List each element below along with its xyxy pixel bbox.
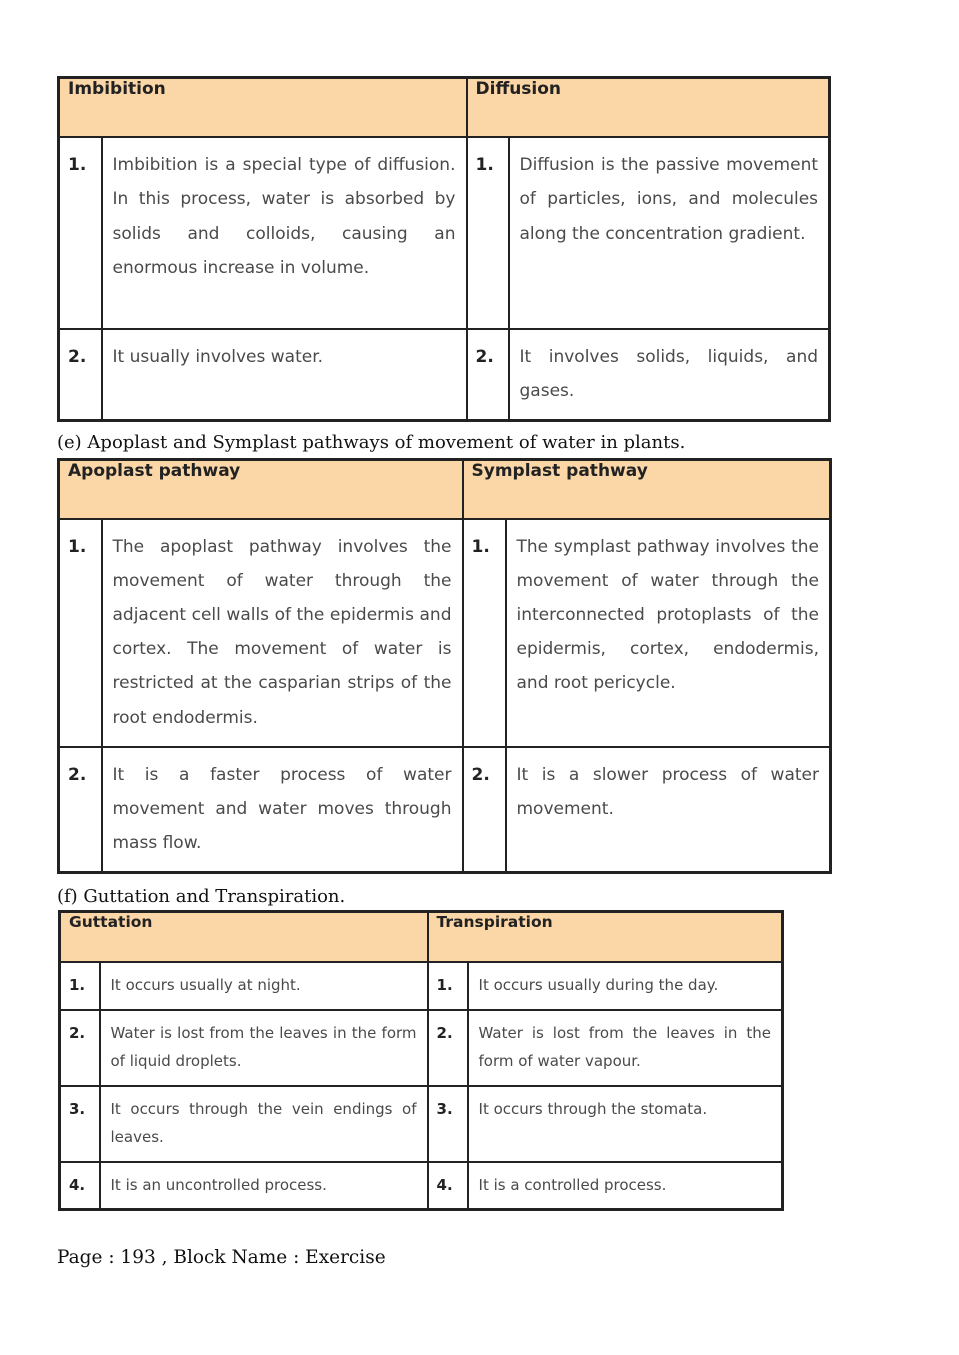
table-header-row <box>59 78 830 137</box>
imbibition-diffusion-table <box>57 76 831 422</box>
guttation-cell: It occurs through the vein endings of leaves. <box>100 1086 428 1162</box>
column-header-imbibition: Imbibition <box>59 78 467 137</box>
row-number: 3. <box>428 1086 468 1162</box>
transpiration-cell: Water is lost from the leaves in the form of water vapour. <box>468 1010 783 1086</box>
row-number: 3. <box>60 1086 100 1162</box>
row-number: 2. <box>59 747 102 873</box>
table-row <box>60 1010 783 1086</box>
guttation-cell: It occurs usually at night. <box>100 962 428 1010</box>
page-footer: Page : 193 , Block Name : Exercise <box>57 1247 386 1268</box>
apoplast-cell: It is a faster process of water movement and water moves through mass flow. <box>102 747 463 873</box>
table-row <box>59 747 831 873</box>
transpiration-cell: It occurs usually during the day. <box>468 962 783 1010</box>
row-number: 1. <box>59 519 102 747</box>
guttation-cell: It is an uncontrolled process. <box>100 1162 428 1210</box>
row-number: 4. <box>60 1162 100 1210</box>
row-number: 1. <box>59 137 102 329</box>
table-row <box>59 137 830 329</box>
transpiration-cell: It occurs through the stomata. <box>468 1086 783 1162</box>
table-row <box>60 962 783 1010</box>
column-header-apoplast: Apoplast pathway <box>59 460 463 519</box>
section-caption-e: (e) Apoplast and Symplast pathways of movement of water in plants. <box>57 432 686 453</box>
diffusion-cell: Diffusion is the passive movement of particles, ions, and molecules along the concentration gradient. <box>509 137 830 329</box>
row-number: 2. <box>428 1010 468 1086</box>
row-number: 1. <box>463 519 506 747</box>
column-header-diffusion: Diffusion <box>467 78 830 137</box>
table-header-row <box>60 912 783 962</box>
row-number: 1. <box>467 137 509 329</box>
row-number: 2. <box>463 747 506 873</box>
imbibition-cell: Imbibition is a special type of diffusion. In this process, water is absorbed by solids and colloids, causing an enormous increase in volume. <box>102 137 467 329</box>
table-row <box>60 1162 783 1210</box>
row-number: 2. <box>467 329 509 421</box>
apoplast-cell: The apoplast pathway involves the movement of water through the adjacent cell walls of the epidermis and cortex. The movement of water is restricted at the casparian strips of the root endodermis. <box>102 519 463 747</box>
diffusion-cell: It involves solids, liquids, and gases. <box>509 329 830 421</box>
row-number: 1. <box>428 962 468 1010</box>
row-number: 4. <box>428 1162 468 1210</box>
column-header-transpiration: Transpiration <box>428 912 783 962</box>
symplast-cell: The symplast pathway involves the movement of water through the interconnected protoplasts of the epidermis, cortex, endodermis, and root pericycle. <box>506 519 831 747</box>
guttation-cell: Water is lost from the leaves in the form of liquid droplets. <box>100 1010 428 1086</box>
apoplast-symplast-table <box>57 458 832 874</box>
row-number: 2. <box>59 329 102 421</box>
section-caption-f: (f) Guttation and Transpiration. <box>57 886 346 907</box>
table-header-row <box>59 460 831 519</box>
row-number: 1. <box>60 962 100 1010</box>
table-row <box>59 519 831 747</box>
column-header-symplast: Symplast pathway <box>463 460 831 519</box>
guttation-transpiration-table <box>58 910 784 1211</box>
row-number: 2. <box>60 1010 100 1086</box>
imbibition-cell: It usually involves water. <box>102 329 467 421</box>
table-row <box>59 329 830 421</box>
column-header-guttation: Guttation <box>60 912 428 962</box>
table-row <box>60 1086 783 1162</box>
symplast-cell: It is a slower process of water movement. <box>506 747 831 873</box>
transpiration-cell: It is a controlled process. <box>468 1162 783 1210</box>
